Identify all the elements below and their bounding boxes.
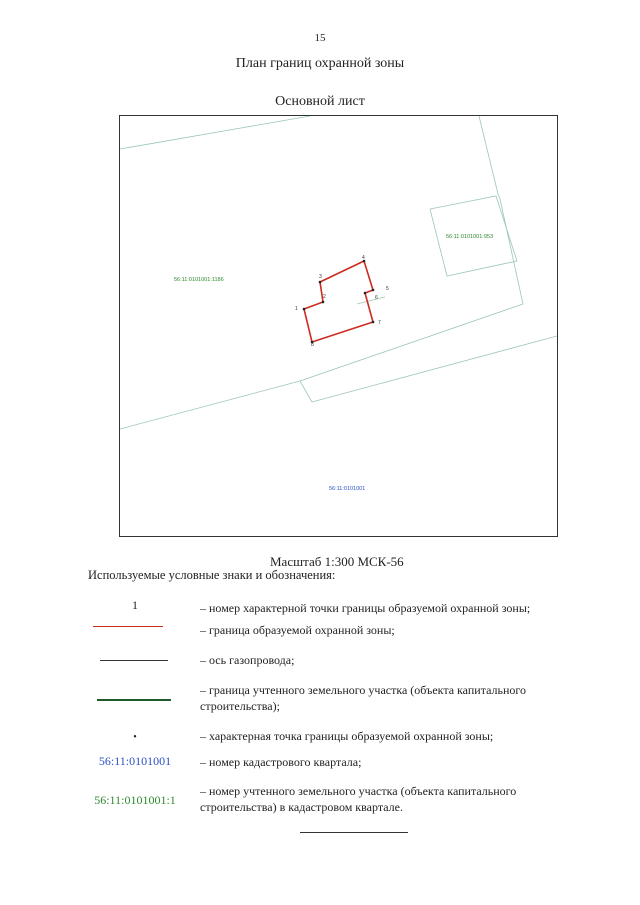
legend-text-quarter: – номер кадастрового квартала; bbox=[200, 755, 362, 769]
quarter-label: 56:11:0101001 bbox=[329, 486, 366, 492]
point-label-6: 6 bbox=[375, 295, 378, 301]
guard-zone-boundary bbox=[304, 261, 373, 342]
point-label-2: 2 bbox=[323, 294, 326, 300]
scale-caption: Масштаб 1:300 МСК-56 bbox=[270, 554, 404, 569]
point-label-4: 4 bbox=[362, 255, 365, 261]
legend-heading: Используемые условные знаки и обозначения: bbox=[88, 568, 336, 582]
legend-symbol-parcel-number: 56:11:0101001:1 bbox=[94, 793, 176, 807]
legend-symbol-zone-line bbox=[93, 626, 163, 627]
legend-text-point: – характерная точка границы образуемой охранной зоны; bbox=[200, 729, 494, 743]
cadastral-map bbox=[120, 116, 557, 536]
footer-divider bbox=[300, 832, 408, 833]
legend-text-parcel-boundary: – граница учтенного земельного участка (объекта капитального строительства); bbox=[200, 683, 527, 713]
legend-symbol-parcel-line bbox=[97, 699, 171, 701]
legend-text-pipeline: – ось газопровода; bbox=[200, 653, 295, 667]
point-label-3: 3 bbox=[319, 274, 322, 280]
parcel-label-1186: 56:11:0101001:1186 bbox=[174, 277, 224, 283]
point-2-dot bbox=[322, 301, 325, 304]
point-7-dot bbox=[372, 321, 375, 324]
point-labels bbox=[295, 255, 389, 348]
point-label-7: 7 bbox=[378, 320, 381, 326]
page-number: 15 bbox=[314, 32, 326, 44]
plan-title: План границ охранной зоны bbox=[235, 56, 405, 71]
legend-symbol-quarter: 56:11:0101001 bbox=[98, 754, 172, 768]
parcel-line-right-top bbox=[479, 116, 498, 194]
legend-text-zone-boundary: – граница образуемой охранной зоны; bbox=[200, 623, 395, 637]
parcel-line-main bbox=[300, 194, 523, 402]
legend-symbol-pipeline-line bbox=[100, 660, 168, 661]
parcel-line-left bbox=[120, 381, 300, 429]
point-label-1: 1 bbox=[295, 306, 298, 312]
parcel-line-top bbox=[120, 116, 310, 149]
map-frame bbox=[119, 115, 558, 537]
legend-symbol-point: • bbox=[133, 732, 137, 743]
parcel-label-953: 56:11:0101001:953 bbox=[446, 234, 493, 240]
characteristic-points bbox=[303, 260, 375, 344]
legend-symbol-point-number: 1 bbox=[132, 598, 138, 612]
sheet-title: Основной лист bbox=[275, 94, 365, 109]
point-label-8: 8 bbox=[311, 342, 314, 348]
point-1-dot bbox=[303, 308, 306, 311]
legend-text-point-number: – номер характерной точки границы образуемой охранной зоны; bbox=[200, 601, 531, 615]
point-5-dot bbox=[372, 289, 375, 292]
pipeline-stub bbox=[357, 297, 385, 304]
parcel-line-lower bbox=[312, 336, 557, 402]
point-3-dot bbox=[319, 281, 322, 284]
point-label-5: 5 bbox=[386, 286, 389, 292]
legend-text-parcel-number: – номер учтенного земельного участка (объекта капитального строительства) в кадастровом квартале. bbox=[200, 784, 517, 814]
point-6-dot bbox=[364, 292, 367, 295]
